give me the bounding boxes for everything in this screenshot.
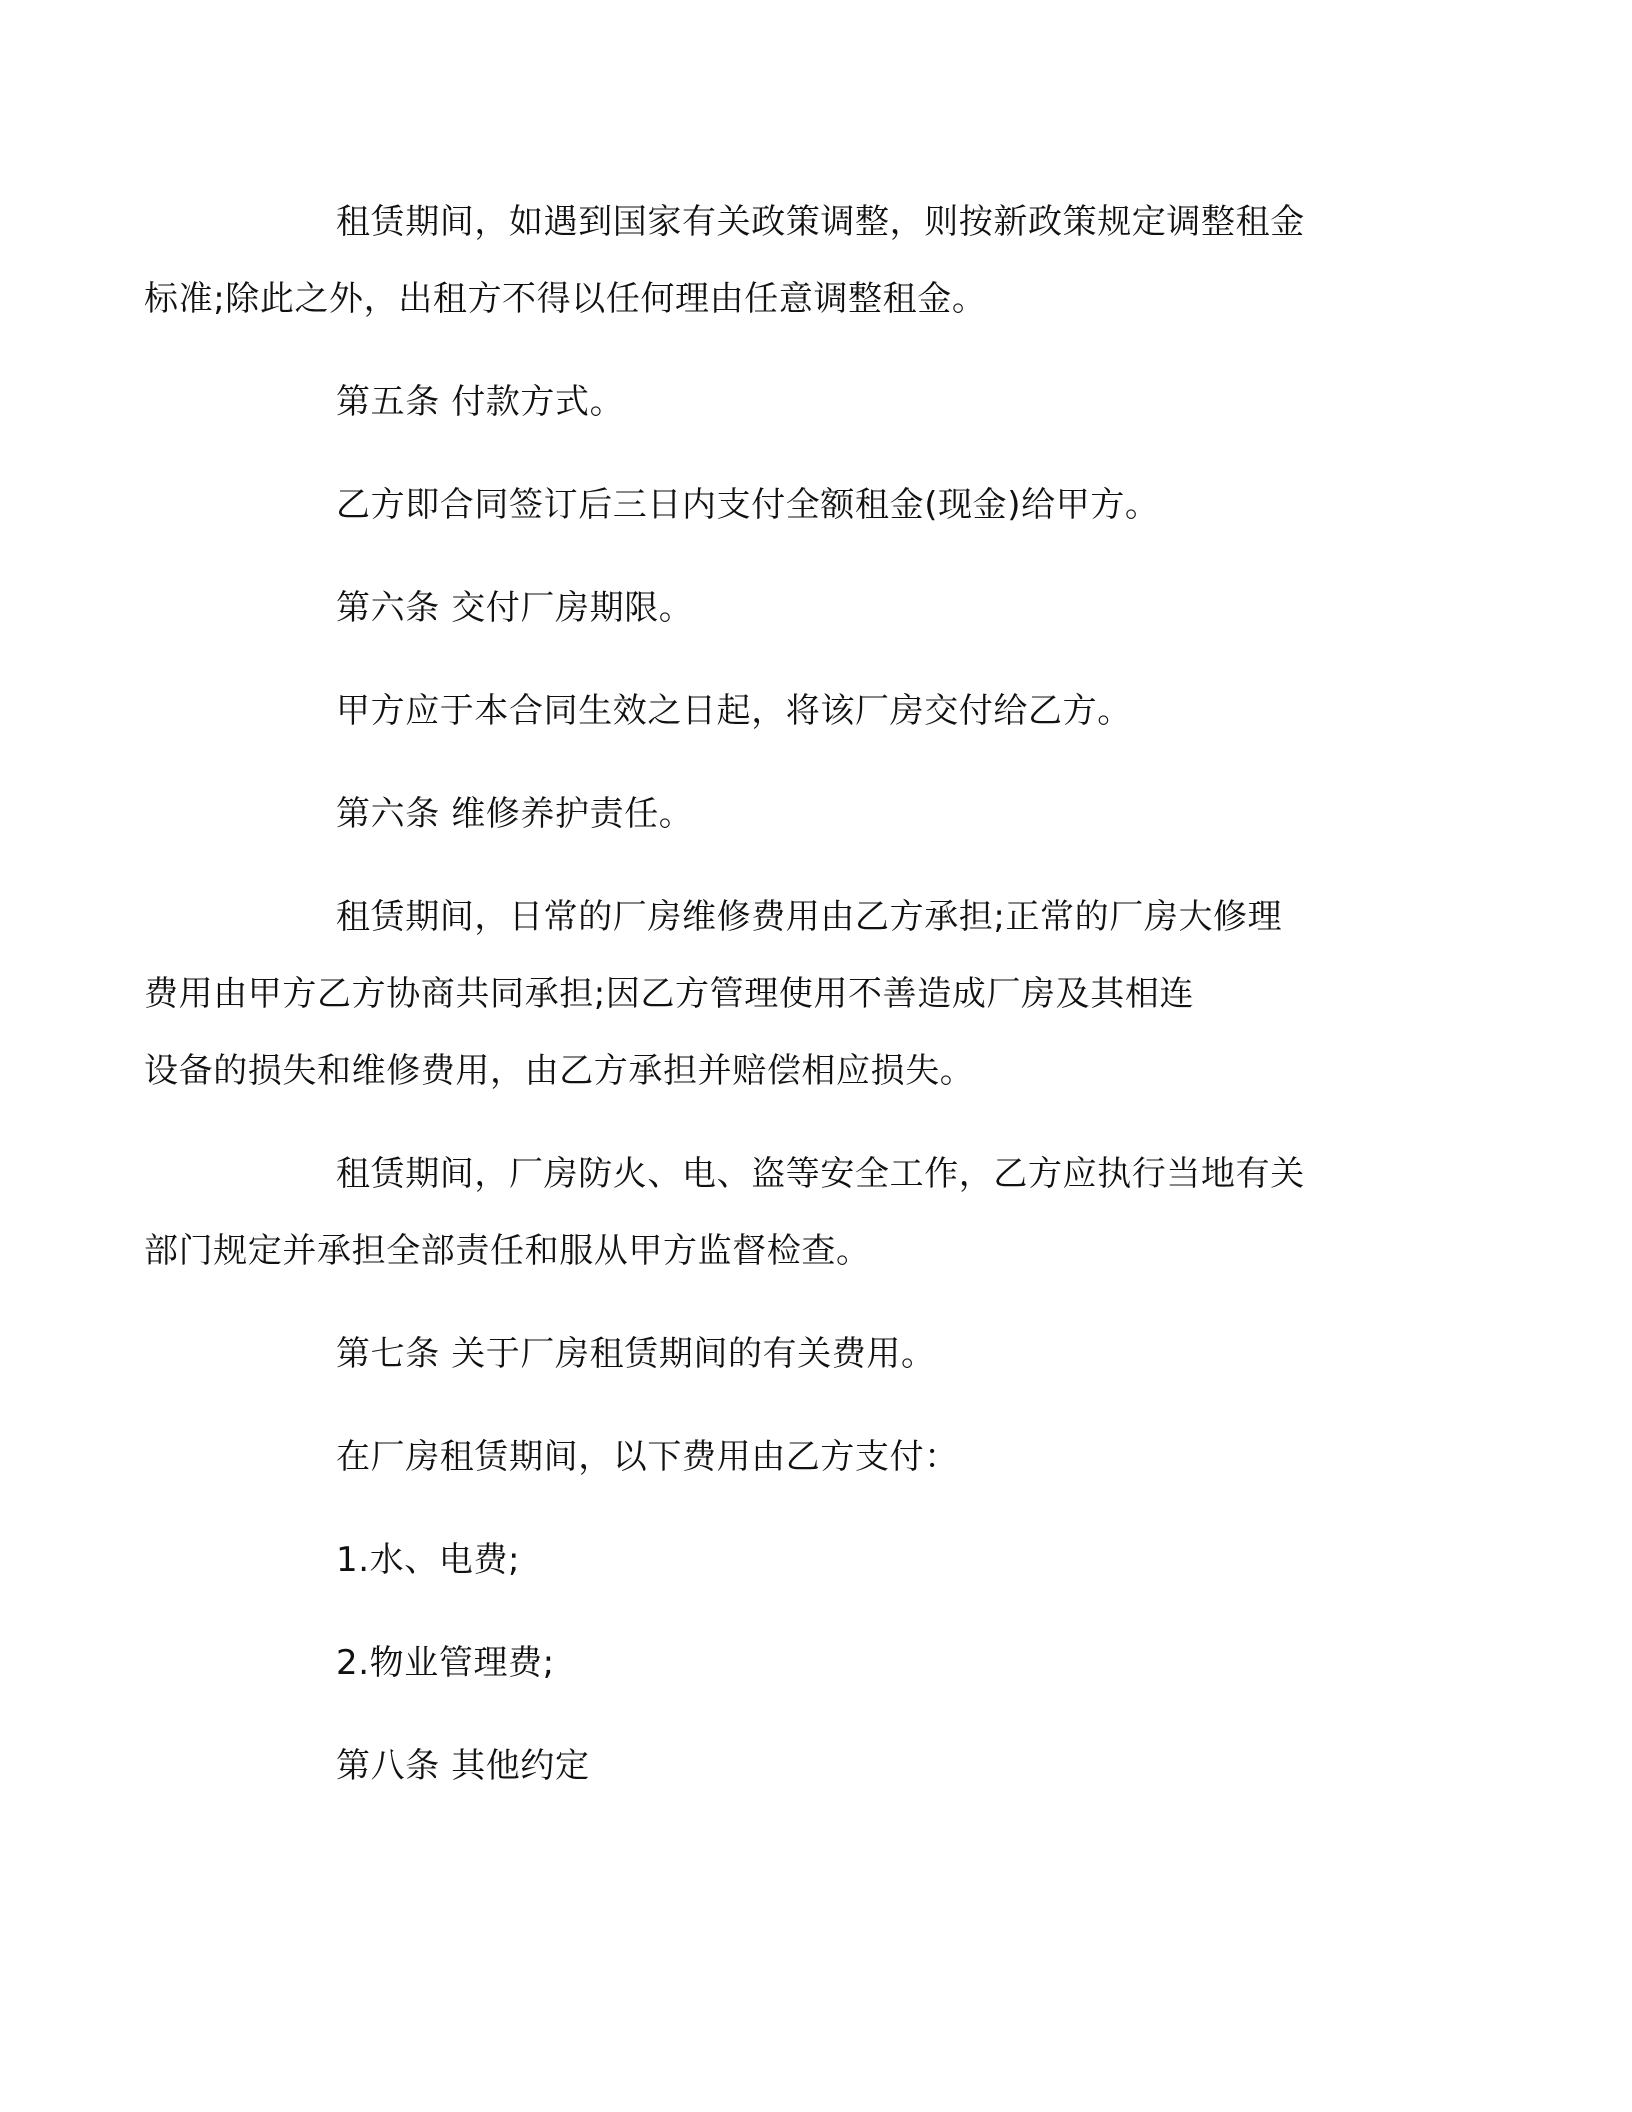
text-line: 甲方应于本合同生效之日起，将该厂房交付给乙方。 [336,691,1132,731]
heading-article-5 [240,364,1380,441]
text-line: 第七条 关于厂房租赁期间的有关费用。 [336,1334,936,1374]
text-line: 第八条 其他约定 [336,1746,590,1786]
heading-article-6-maintenance [240,776,1380,853]
text-line: 租赁期间，日常的厂房维修费用由乙方承担;正常的厂房大修理 [336,897,1283,937]
paragraph-delivery [240,673,1380,750]
paragraph-safety [144,1136,1380,1290]
list-item-utilities [240,1522,1380,1599]
text-line: 2.物业管理费; [336,1643,555,1683]
text-line: 标准;除此之外，出租方不得以任何理由任意调整租金。 [144,279,987,319]
heading-article-8 [240,1728,1380,1805]
text-line: 部门规定并承担全部责任和服从甲方监督检查。 [144,1231,871,1271]
heading-article-6-delivery [240,570,1380,647]
paragraph-maintenance [144,879,1380,1110]
text-line: 在厂房租赁期间，以下费用由乙方支付： [336,1437,959,1477]
paragraph-fees-intro [240,1419,1380,1496]
text-line: 1.水、电费; [336,1540,521,1580]
heading-article-7 [240,1316,1380,1393]
paragraph-rent-adjustment [144,184,1380,338]
paragraph-payment [240,467,1380,544]
document-body [144,184,1380,1805]
text-line: 第六条 维修养护责任。 [336,794,694,834]
text-line: 费用由甲方乙方协商共同承担;因乙方管理使用不善造成厂房及其相连 [144,974,1195,1014]
text-line: 第六条 交付厂房期限。 [336,588,694,628]
text-line: 租赁期间，如遇到国家有关政策调整，则按新政策规定调整租金 [336,202,1305,242]
list-item-property-fee [240,1625,1380,1702]
text-line: 设备的损失和维修费用，由乙方承担并赔偿相应损失。 [144,1051,975,1091]
text-line: 乙方即合同签订后三日内支付全额租金(现金)给甲方。 [336,485,1160,525]
text-line: 租赁期间，厂房防火、电、盗等安全工作，乙方应执行当地有关 [336,1154,1305,1194]
text-line: 第五条 付款方式。 [336,382,625,422]
